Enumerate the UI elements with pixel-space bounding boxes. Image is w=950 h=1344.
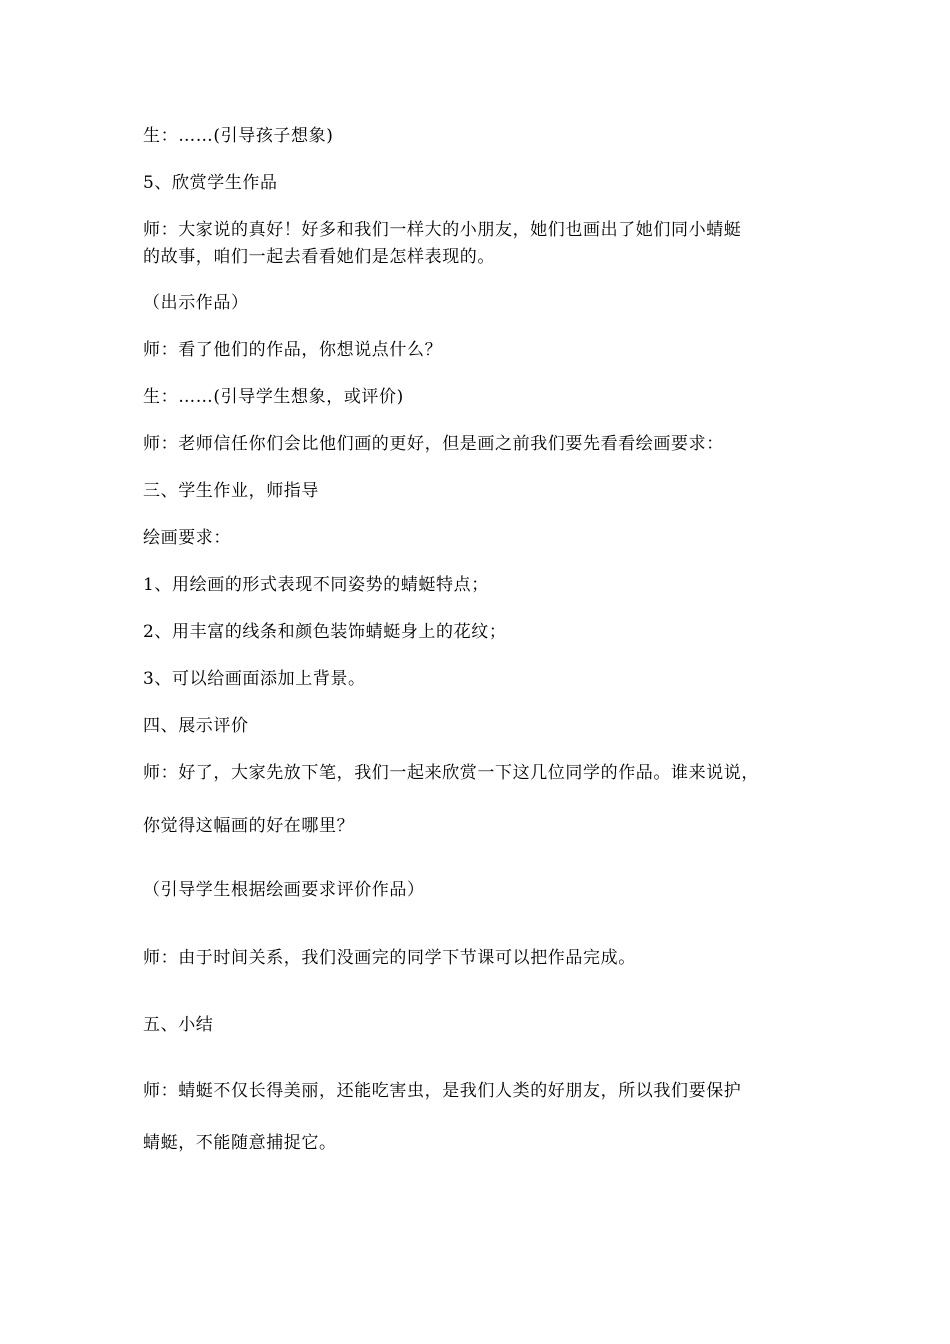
text-line: 的故事，咱们一起去看看她们是怎样表现的。: [143, 247, 495, 267]
section-heading: 五、小结: [143, 1015, 214, 1035]
text-line: 师：大家说的真好！好多和我们一样大的小朋友，她们也画出了她们同小蜻蜓: [143, 220, 742, 240]
list-item: 1、用绘画的形式表现不同姿势的蜻蜓特点；: [143, 575, 489, 595]
text-line: 蜻蜓，不能随意捕捉它。: [143, 1133, 337, 1153]
text-line: 绘画要求：: [143, 528, 231, 548]
text-line: 生：……(引导学生想象，或评价): [143, 387, 404, 407]
text-line: 师：老师信任你们会比他们画的更好，但是画之前我们要先看看绘画要求：: [143, 434, 724, 454]
text-line: （引导学生根据绘画要求评价作品）: [143, 880, 425, 900]
text-line: （出示作品）: [143, 293, 249, 313]
list-item: 2、用丰富的线条和颜色装饰蜻蜓身上的花纹；: [143, 622, 507, 642]
section-heading: 四、展示评价: [143, 716, 249, 736]
text-line: 师：由于时间关系，我们没画完的同学下节课可以把作品完成。: [143, 948, 636, 968]
text-line: 师：好了，大家先放下笔，我们一起来欣赏一下这几位同学的作品。谁来说说，: [143, 763, 759, 783]
text-line: 你觉得这幅画的好在哪里？: [143, 816, 355, 836]
text-line: 5、欣赏学生作品: [143, 173, 278, 193]
list-item: 3、可以给画面添加上背景。: [143, 669, 366, 689]
text-line: 师：蜻蜓不仅长得美丽，还能吃害虫，是我们人类的好朋友，所以我们要保护: [143, 1081, 742, 1101]
text-line: 生：……(引导孩子想象): [143, 126, 334, 146]
section-heading: 三、学生作业，师指导: [143, 481, 319, 501]
text-line: 师：看了他们的作品，你想说点什么？: [143, 340, 443, 360]
